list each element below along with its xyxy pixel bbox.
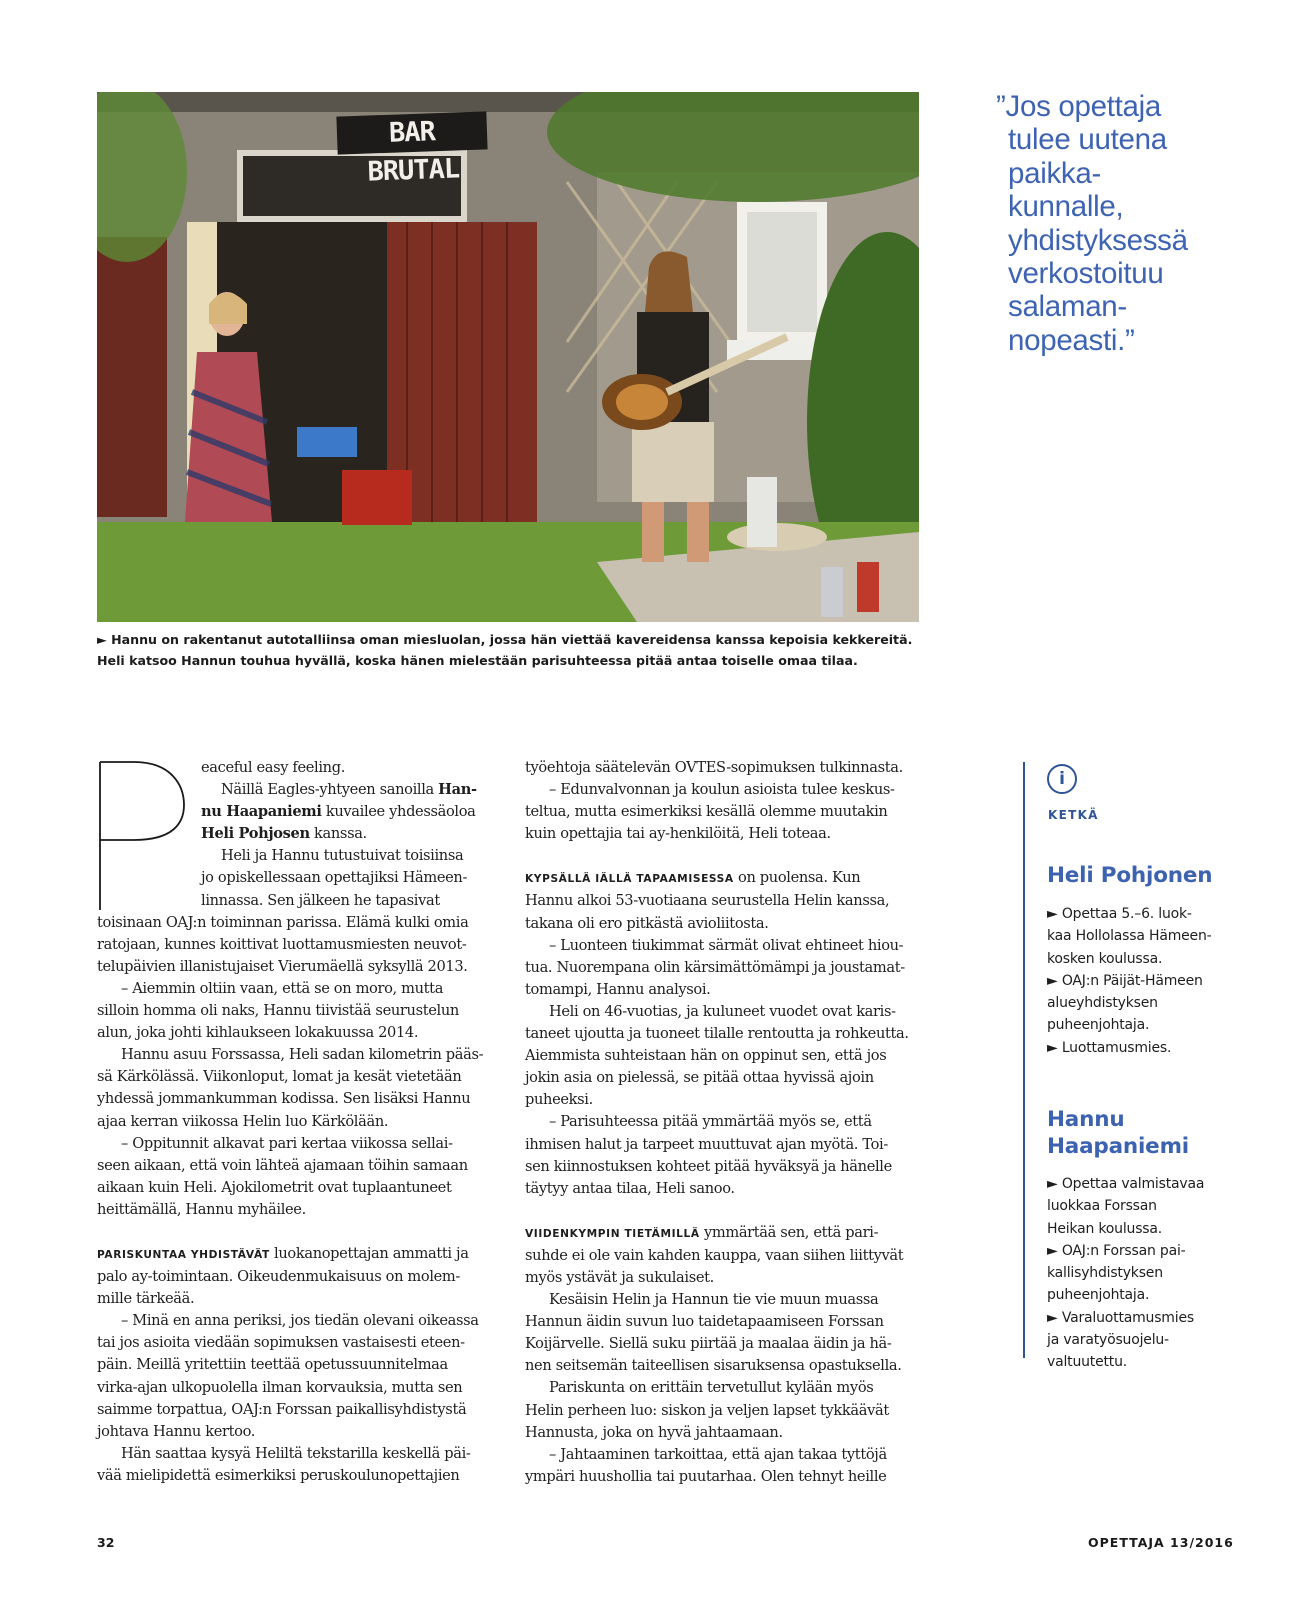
fact-line: alueyhdistyksen xyxy=(1047,995,1158,1012)
body-line: jo opiskellessaan opettajiksi Hämeen- xyxy=(201,869,468,887)
body-line: Heli Pohjosen kanssa. xyxy=(201,825,367,843)
info-sidebar xyxy=(1023,762,1245,1371)
body-line: telupäivien illanistujaiset Vierumäellä syksyllä 2013. xyxy=(97,957,468,975)
body-line: kuin opettajia tai ay-henkilöitä, Heli toteaa. xyxy=(525,825,831,843)
body-line: myös ystävät ja sukulaiset. xyxy=(525,1268,714,1286)
fact-line: ja varatyösuojelu- xyxy=(1047,1332,1169,1349)
pull-quote-line: ”Jos opettaja xyxy=(996,90,1162,123)
body-line: täytyy antaa tilaa, Heli sanoo. xyxy=(525,1179,735,1197)
subhead: KYPSÄLLÄ IÄLLÄ TAPAAMISESSA xyxy=(525,873,734,886)
body-line: takana oli ero pitkästä avioliitosta. xyxy=(525,914,769,932)
fact-line: puheenjohtaja. xyxy=(1047,1287,1150,1304)
body-line: – Jahtaaminen tarkoittaa, että ajan takaa tyttöjä xyxy=(549,1445,887,1463)
body-line: seen aikaan, että voin lähteä ajamaan töihin samaan xyxy=(97,1156,468,1174)
body-line: työehtoja säätelevän OVTES-sopimuksen tulkinnasta. xyxy=(525,759,903,776)
body-line: ihmisen halut ja tarpeet muuttuvat ajan myötä. Toi- xyxy=(525,1135,888,1153)
pull-quote-line: tulee uutena xyxy=(1008,123,1167,157)
body-line: – Minä en anna periksi, jos tiedän olevani oikeassa xyxy=(121,1312,479,1330)
subhead: PARISKUNTAA YHDISTÄVÄT xyxy=(97,1248,270,1261)
body-line: Hannusta, joka on hyvä jahtaamaan. xyxy=(525,1423,783,1441)
subhead: VIIDENKYMPIN TIETÄMILLÄ xyxy=(525,1227,700,1240)
body-line: VIIDENKYMPIN TIETÄMILLÄ ymmärtää sen, että pari- xyxy=(525,1223,879,1241)
body-line: linnassa. Sen jälkeen he tapasivat xyxy=(201,891,440,909)
body-line: taneet ujoutta ja tuoneet tilalle rentoutta ja rohkeutta. xyxy=(525,1025,909,1043)
body-line: aikaan kuin Heli. Ajokilometrit ovat tuplaantuneet xyxy=(97,1178,452,1196)
pull-quote-line: nopeasti.” xyxy=(1008,323,1135,357)
person-facts xyxy=(1047,903,1212,1059)
fact-line: ► Luottamusmies. xyxy=(1047,1039,1172,1056)
pull-quote xyxy=(996,90,1308,357)
body-line: – Parisuhteessa pitää ymmärtää myös se, että xyxy=(549,1113,872,1131)
person-name: Heli Pohjonen xyxy=(1047,863,1213,888)
body-line: Pariskunta on erittäin tervetullut kylään myös xyxy=(549,1379,874,1397)
fact-line: kosken koulussa. xyxy=(1047,950,1163,967)
body-line: yhdessä jommankumman kodissa. Sen lisäksi Hannu xyxy=(97,1090,471,1108)
bar-brutal-sign: BAR BRUTAL xyxy=(336,111,487,154)
pull-quote-line: kunnalle, xyxy=(1008,190,1124,224)
body-line: Koijärvelle. Siellä suku piirtää ja maalaa äidin ja hä- xyxy=(525,1335,892,1353)
body-line: palo ay-toimintaan. Oikeudenmukaisuus on molem- xyxy=(97,1268,461,1286)
body-line: nu Haapaniemi kuvailee yhdessäoloa xyxy=(201,803,476,821)
body-line: Hannu alkoi 53-vuotiaana seurustella Helin kanssa, xyxy=(525,892,890,910)
body-line: virka-ajan ulkopuolella ilman korvauksia, mutta sen xyxy=(97,1378,463,1396)
body-line: nen seitsemän taiteellisen sisaruksensa opastuksella. xyxy=(525,1357,902,1375)
body-line: mille tärkeää. xyxy=(97,1290,195,1308)
body-line: puheeksi. xyxy=(525,1091,593,1109)
body-line: Heli on 46-vuotias, ja kuluneet vuodet ovat karis- xyxy=(549,1002,896,1020)
fact-line: ► Opettaa valmistavaa xyxy=(1047,1176,1205,1192)
person-facts xyxy=(1047,1173,1204,1374)
body-line: Hän saattaa kysyä Heliltä tekstarilla keskellä päi- xyxy=(121,1444,471,1462)
body-line: päin. Meillä yritettiin teettää opetussuunnitelmaa xyxy=(97,1356,448,1374)
body-line: jokin asia on pielessä, se pitää ottaa hyvissä ajoin xyxy=(525,1069,874,1087)
photo-illustration xyxy=(97,92,919,622)
body-line: KYPSÄLLÄ IÄLLÄ TAPAAMISESSA on puolensa. Kun xyxy=(525,869,861,887)
body-line: tai jos asioita viedään sopimuksen vastaisesti eteen- xyxy=(97,1334,465,1352)
photo-caption xyxy=(97,629,927,671)
body-line: teltua, mutta esimerkiksi kesällä olemme muutakin xyxy=(525,803,888,821)
body-line: Kesäisin Helin ja Hannun tie vie muun muassa xyxy=(549,1291,879,1309)
body-line: sen kiinnostuksen kohteet pitää hyväksyä ja hänelle xyxy=(525,1157,892,1175)
fact-line: ► Opettaa 5.–6. luok- xyxy=(1047,906,1192,922)
issue-label: OPETTAJA 13/2016 xyxy=(1088,1535,1234,1550)
body-line: Heli ja Hannu tutustuivat toisiinsa xyxy=(221,847,464,865)
body-line: vää mielipidettä esimerkiksi peruskoulunopettajien xyxy=(97,1466,460,1484)
body-line: silloin homma oli naks, Hannu tiivistää seurustelun xyxy=(97,1002,459,1020)
fact-line: Heikan koulussa. xyxy=(1047,1220,1163,1237)
body-line: suhde ei ole vain kahden kauppa, vaan siihen liittyvät xyxy=(525,1246,904,1264)
body-line: tomampi, Hannu analysoi. xyxy=(525,980,711,998)
body-line: saimme torpattua, OAJ:n Forssan paikallisyhdistystä xyxy=(97,1400,467,1418)
body-line: Aiemmista suhteistaan hän on oppinut sen, että jos xyxy=(525,1047,887,1065)
fact-line: valtuutettu. xyxy=(1047,1354,1127,1371)
article-column-2 xyxy=(525,757,940,1488)
pull-quote-line: yhdistyksessä xyxy=(1008,223,1188,257)
body-line: eaceful easy feeling. xyxy=(201,759,346,776)
fact-line: kallisyhdistyksen xyxy=(1047,1265,1163,1282)
body-line: PARISKUNTAA YHDISTÄVÄT luokanopettajan ammatti ja xyxy=(97,1244,469,1262)
pull-quote-line: verkostoituu xyxy=(1008,257,1164,291)
body-line: Hannu asuu Forssassa, Heli sadan kilometrin pääs- xyxy=(121,1046,484,1064)
body-line: ajaa kerran viikossa Helin luo Kärkölään. xyxy=(97,1112,389,1130)
sidebar-label: KETKÄ xyxy=(1048,808,1099,822)
fact-line: luokkaa Forssan xyxy=(1047,1198,1157,1215)
body-line: ympäri huushollia tai puutarhaa. Olen tehnyt heille xyxy=(525,1467,887,1485)
pull-quote-line: paikka- xyxy=(1008,156,1101,190)
body-line: – Oppitunnit alkavat pari kertaa viikossa sellai- xyxy=(121,1134,453,1152)
fact-line: ► OAJ:n Päijät-Hämeen xyxy=(1047,972,1203,989)
body-line: alun, joka johti kihlaukseen lokakuussa 2014. xyxy=(97,1024,419,1042)
body-line: – Aiemmin oltiin vaan, että se on moro, mutta xyxy=(121,979,444,997)
info-icon: i xyxy=(1047,764,1077,794)
body-line: – Edunvalvonnan ja koulun asioista tulee keskus- xyxy=(549,781,895,799)
person-name: Hannu Haapaniemi xyxy=(1047,1107,1189,1159)
body-line: sä Kärkölässä. Viikonloput, lomat ja kesät vietetään xyxy=(97,1068,462,1086)
body-line: Helin perheen luo: siskon ja veljen lapset tykkäävät xyxy=(525,1401,889,1419)
body-line: tua. Nuorempana olin kärsimättömämpi ja joustamat- xyxy=(525,958,905,976)
pull-quote-line: salaman- xyxy=(1008,290,1127,324)
body-line: Hannun äidin suvun luo taidetapaamiseen Forssan xyxy=(525,1313,884,1331)
fact-line: ► OAJ:n Forssan pai- xyxy=(1047,1242,1186,1259)
fact-line: ► Varaluottamusmies xyxy=(1047,1309,1194,1326)
fact-line: puheenjohtaja. xyxy=(1047,1017,1150,1034)
article-photo xyxy=(97,92,919,622)
body-line: johtava Hannu kertoo. xyxy=(97,1422,256,1440)
body-line: – Luonteen tiukimmat särmät olivat ehtineet hiou- xyxy=(549,936,904,954)
page-number: 32 xyxy=(97,1535,115,1550)
body-line: toisinaan OAJ:n toiminnan parissa. Elämä kulki omia xyxy=(97,913,469,931)
body-line: Näillä Eagles-yhtyeen sanoilla Han- xyxy=(221,781,477,799)
article-column-1 xyxy=(97,757,507,1487)
fact-line: kaa Hollolassa Hämeen- xyxy=(1047,928,1212,945)
body-line: heittämällä, Hannu myhäilee. xyxy=(97,1200,306,1218)
caption-line: Heli katsoo Hannun touhua hyvällä, koska hänen mielestään parisuhteessa pitää antaa toiselle omaa tilaa. xyxy=(97,653,858,668)
body-line: ratojaan, kunnes koittivat luottamusmiesten neuvot- xyxy=(97,935,467,953)
caption-line: ► Hannu on rakentanut autotalliinsa oman miesluolan, jossa hän viettää kavereidensa kanssa kepoisia kekkereitä. xyxy=(97,632,913,647)
